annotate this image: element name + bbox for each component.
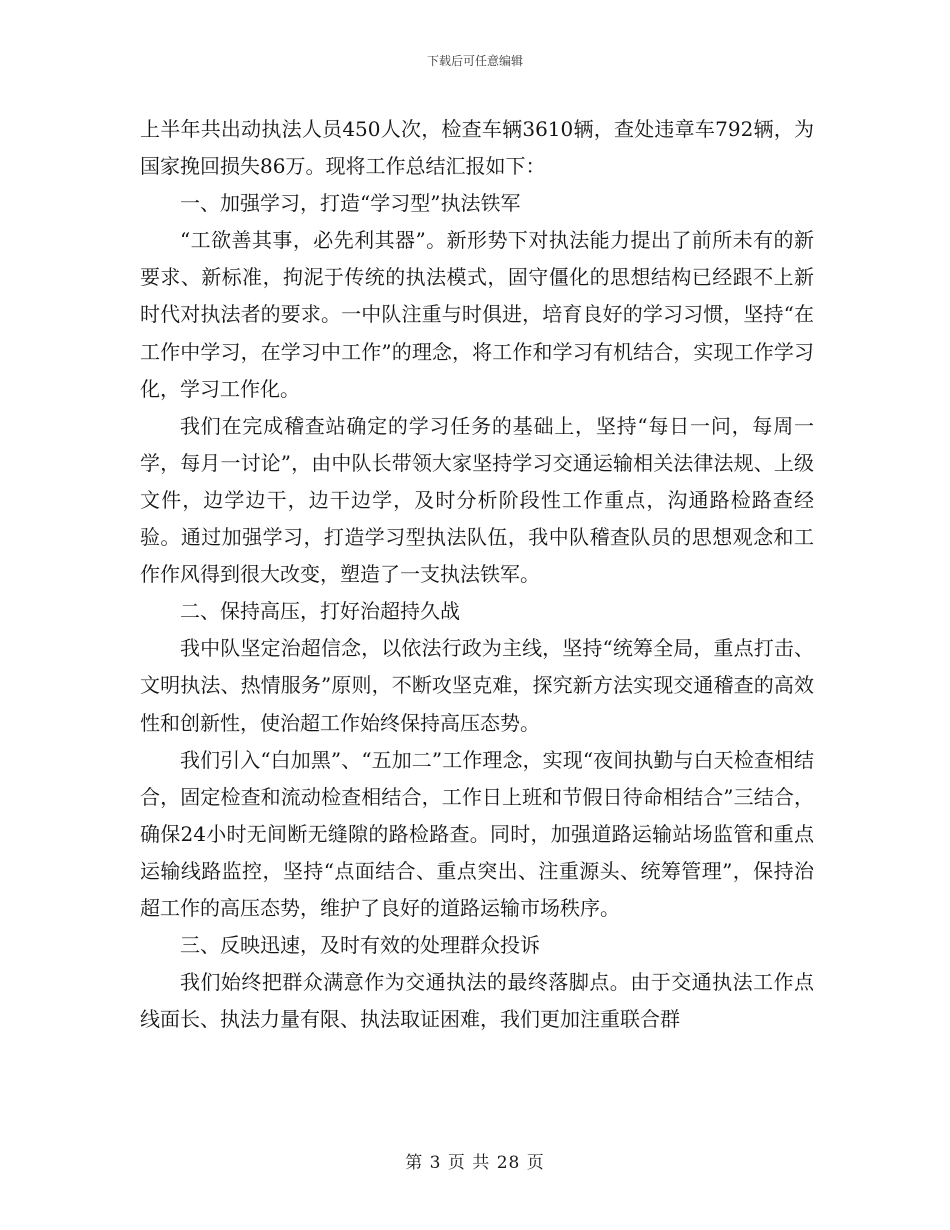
section-heading-2: 二、保持高压，打好治超持久战 <box>180 599 460 624</box>
paragraph: “工欲善其事，必先利其器”。新形势下对执法能力提出了前所未有的新要求、新标准，拘泥于传统的执法模式，固守僵化的思想结构已经跟不上新时代对执法者的要求。一中队注重与时俱进，培育良好的学习习惯，坚持“在工作中学习，在学习中工作”的理念，将工作和学习有机结合，实现工作学习化，学习工作化。 <box>140 228 814 401</box>
page-header: 下载后可任意编辑 <box>426 54 523 68</box>
paragraph-intro: 上半年共出动执法人员450人次，检查车辆3610辆，查处违章车792辆，为国家挽回损失86万。现将工作总结汇报如下： <box>140 117 814 179</box>
section-heading-1: 一、加强学习，打造“学习型”执法铁军 <box>180 191 521 216</box>
paragraph: 我们引入“白加黑”、“五加二”工作理念，实现“夜间执勤与白天检查相结合，固定检查和流动检查相结合，工作日上班和节假日待命相结合”三结合，确保24小时无间断无缝隙的路检路查。同时，加强道路运输站场监管和重点运输线路监控，坚持“点面结合、重点突出、注重源头、统筹管理”，保持治超工作的高压态势，维护了良好的道路运输市场秩序。 <box>140 747 814 920</box>
paragraph: 我中队坚定治超信念，以依法行政为主线，坚持“统筹全局，重点打击、文明执法、热情服务”原则，不断攻坚克难，探究新方法实现交通稽查的高效性和创新性，使治超工作始终保持高压态势。 <box>140 636 814 735</box>
document-body <box>140 111 814 1038</box>
section-heading-3: 三、反映迅速，及时有效的处理群众投诉 <box>180 933 540 958</box>
paragraph: 我们在完成稽查站确定的学习任务的基础上，坚持“每日一问，每周一学，每月一讨论”，由中队长带领大家坚持学习交通运输相关法律法规、上级文件，边学边干，边干边学，及时分析阶段性工作重点，沟通路检路查经验。通过加强学习，打造学习型执法队伍，我中队稽查队员的思想观念和工作作风得到很大改变，塑造了一支执法铁军。 <box>140 413 814 587</box>
page-number-footer: 第 3 页 共 28 页 <box>405 1153 545 1173</box>
paragraph: 我们始终把群众满意作为交通执法的最终落脚点。由于交通执法工作点线面长、执法力量有限、执法取证困难，我们更加注重联合群 <box>140 970 814 1032</box>
